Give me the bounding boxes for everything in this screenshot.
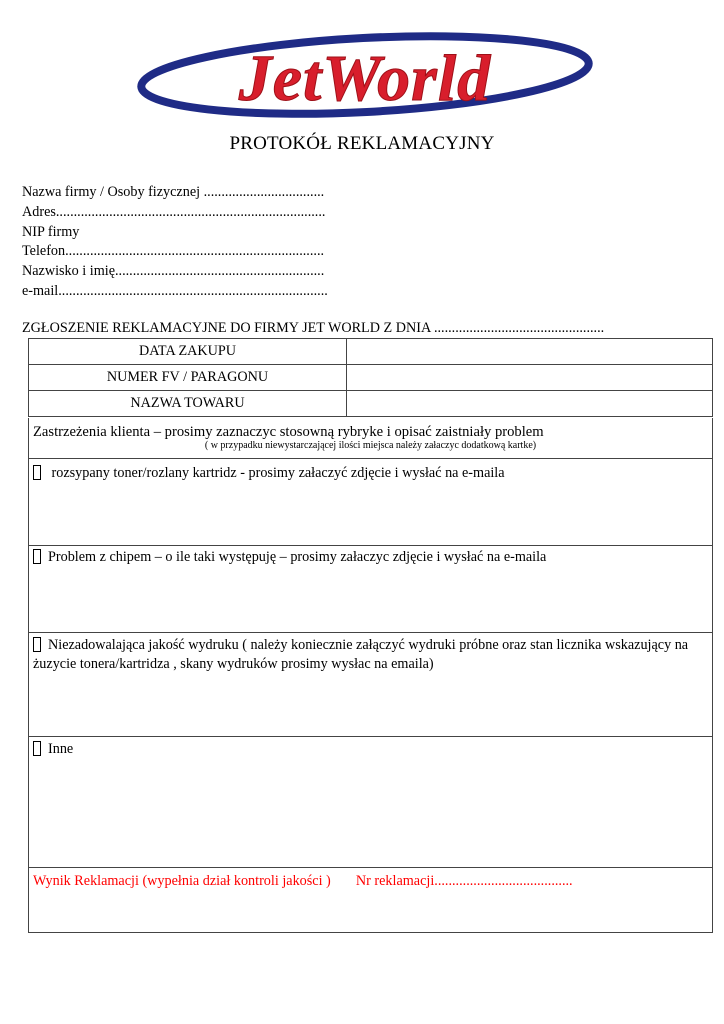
field-email: e-mail............................................................................ xyxy=(22,282,328,299)
field-nip: NIP firmy xyxy=(22,223,80,240)
field-phone: Telefon......................................................................... xyxy=(22,243,325,260)
product-name-label: NAZWA TOWARU xyxy=(29,391,347,417)
complaint-date-line: ZGŁOSZENIE REKLAMACYJNE DO FIRMY JET WORLD Z DNIA ................................................ xyxy=(22,320,605,336)
field-company: Nazwa firmy / Osoby fizycznej .................................. xyxy=(22,184,325,200)
option-other xyxy=(28,737,713,868)
option-print-quality xyxy=(28,633,713,737)
jetworld-logo xyxy=(136,30,594,120)
purchase-table xyxy=(28,338,713,417)
option-chip-label: Problem z chipem – o ile taki występuję – prosimy załaczyc zdjęcie i wysłać na e-maila xyxy=(48,549,547,565)
invoice-number-label: NUMER FV / PARAGONU xyxy=(29,365,347,391)
logo-text: JetWorld xyxy=(238,42,492,115)
option-toner xyxy=(28,459,713,546)
table-row xyxy=(29,339,713,365)
product-name-value xyxy=(347,391,713,417)
field-name: Nazwisko i imię........................................................... xyxy=(22,263,325,280)
purchase-date-value xyxy=(347,339,713,365)
option-other-label: Inne xyxy=(48,741,74,757)
client-remarks-header xyxy=(28,418,713,459)
option-print-quality-label: Niezadowalająca jakość wydruku ( należy koniecznie załączyć wydruki próbne oraz stan licznika wskazujący na żuzycie tonera/kartridza , skany wydruków prosimy wysłac na emaila) xyxy=(33,637,689,672)
checkbox-toner[interactable] xyxy=(33,465,41,480)
remarks-note: ( w przypadku niewystarczającej ilości miejsca należy załaczyc dodatkową kartke) xyxy=(204,440,537,451)
checkbox-chip[interactable] xyxy=(33,549,41,564)
result-label: Wynik Reklamacji (wypełnia dział kontroli jakości ) xyxy=(33,873,331,889)
remarks-heading: Zastrzeżenia klienta – prosimy zaznaczyc stosowną rybryke i opisać zaistniały problem xyxy=(33,424,544,440)
option-toner-label: rozsypany toner/rozlany kartridz - prosimy załaczyć zdjęcie i wysłać na e-maila xyxy=(48,465,505,481)
option-chip xyxy=(28,546,713,633)
result-section xyxy=(28,868,713,933)
invoice-number-value xyxy=(347,365,713,391)
complaint-number: Nr reklamacji....................................... xyxy=(355,873,573,889)
field-address: Adres............................................................................ xyxy=(22,203,326,220)
checkbox-other[interactable] xyxy=(33,741,41,756)
table-row xyxy=(29,365,713,391)
customer-fields xyxy=(22,183,328,302)
table-row xyxy=(29,391,713,417)
purchase-date-label: DATA ZAKUPU xyxy=(29,339,347,365)
page-title: PROTOKÓŁ REKLAMACYJNY xyxy=(229,133,495,154)
checkbox-print-quality[interactable] xyxy=(33,637,41,652)
